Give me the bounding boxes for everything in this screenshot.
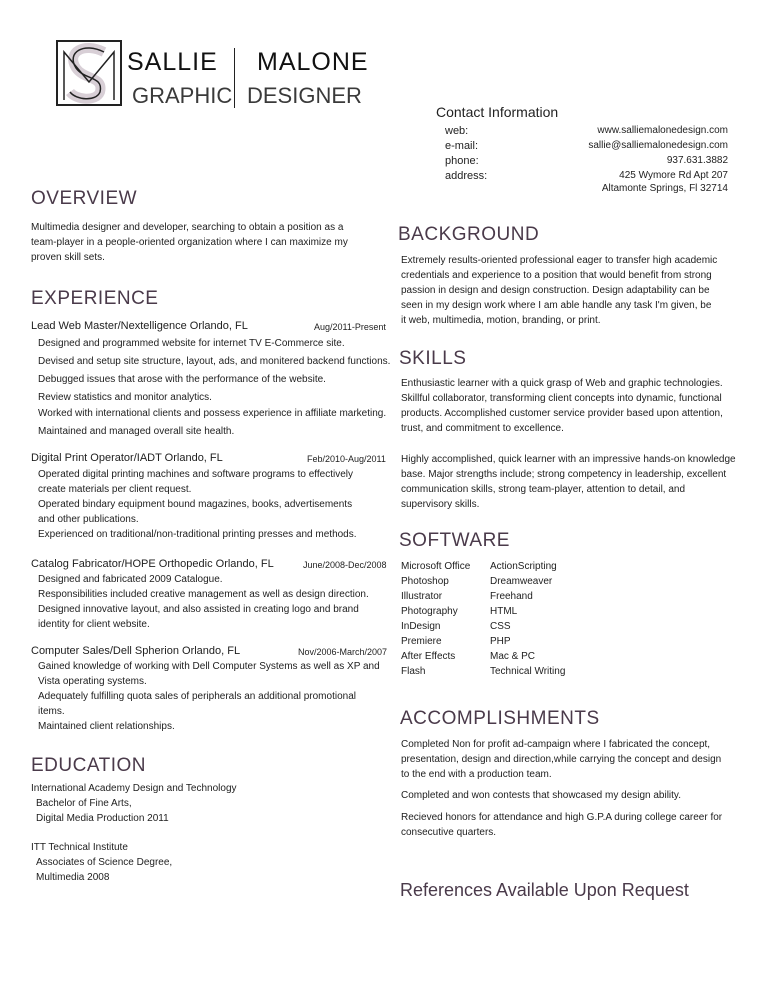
skills-line: communication skills, strong team-player, attention to detail, and — [401, 484, 686, 495]
background-line: seen in my design work where I am able handle any task I'm given, be — [401, 300, 712, 311]
education-entry — [31, 840, 172, 885]
phone-label: phone: — [445, 155, 479, 167]
software-item: After Effects — [401, 651, 456, 662]
job-date: June/2008-Dec/2008 — [303, 560, 387, 570]
background-text — [401, 253, 717, 328]
phone-value: 937.631.3882 — [666, 155, 728, 166]
job-date: Nov/2006-March/2007 — [298, 647, 388, 657]
accomplishment-line: Completed Non for profit ad-campaign where I fabricated the concept, — [401, 739, 711, 750]
bullet-item: Responsibilities included creative management as well as design direction. — [38, 589, 369, 600]
accomplishment-item — [401, 788, 681, 803]
background-line: Extremely results-oriented professional eager to transfer high academic — [401, 255, 718, 266]
skills-line: base. Major strengths include; strong competency in leadership, excellent — [401, 469, 727, 480]
software-list-1 — [401, 559, 470, 679]
software-item: CSS — [490, 621, 511, 632]
skills-line: trust, and commitment to excellence. — [401, 423, 564, 434]
name-divider — [234, 48, 235, 108]
software-item: Flash — [401, 666, 426, 677]
software-item: ActionScripting — [490, 561, 557, 572]
job-date: Aug/2011-Present — [314, 322, 386, 332]
bullet-item: Experienced on traditional/non-traditional printing presses and methods. — [38, 529, 357, 540]
bullet-item: Review statistics and monitor analytics. — [38, 392, 212, 403]
education-line: Bachelor of Fine Arts, — [36, 798, 132, 809]
job-date: Feb/2010-Aug/2011 — [307, 454, 386, 464]
contact-heading: Contact Information — [436, 104, 559, 120]
software-item: Technical Writing — [490, 666, 566, 677]
background-heading: BACKGROUND — [398, 224, 540, 245]
address-label: address: — [445, 170, 488, 182]
bullet-item: Designed and programmed website for internet TV E-Commerce site. — [38, 338, 345, 349]
background-line: it web, multimedia, motion, branding, or print. — [401, 315, 601, 326]
first-name: SALLIE — [127, 48, 218, 76]
accomplishment-line: Completed and won contests that showcased my design ability. — [401, 790, 681, 801]
monogram-logo — [54, 38, 124, 108]
bullet-item: create materials per client request. — [38, 484, 192, 495]
bullet-item: Operated bindary equipment bound magazines, books, advertisements — [38, 499, 353, 510]
software-list-2 — [490, 559, 565, 679]
accomplishment-line: consecutive quarters. — [401, 827, 497, 838]
bullet-item: Worked with international clients and possess experience in affiliate marketing. — [38, 408, 387, 419]
job-title: Digital Print Operator/IADT Orlando, FL — [31, 452, 223, 464]
education-line: ITT Technical Institute — [31, 842, 128, 853]
overview-line: proven skill sets. — [31, 252, 105, 263]
bullet-item: Devised and setup site structure, layout, ads, and monitered backend functions. — [38, 356, 391, 367]
job-title: Computer Sales/Dell Spherion Orlando, FL — [31, 645, 241, 657]
overview-line: Multimedia designer and developer, searching to obtain a position as a — [31, 222, 344, 233]
bullet-item: Vista operating systems. — [38, 676, 147, 687]
job-bullets — [38, 659, 380, 734]
job-title-2: DESIGNER — [247, 83, 362, 108]
software-item: Photoshop — [401, 576, 449, 587]
skills-text — [401, 452, 736, 512]
bullet-item: Designed innovative layout, and also assisted in creating logo and brand — [38, 604, 359, 615]
overview-text — [31, 220, 348, 265]
job-bullets — [38, 572, 369, 632]
email-label: e-mail: — [445, 140, 479, 152]
software-item: Freehand — [490, 591, 533, 602]
overview-line: team-player in a people-oriented organization where I can maximize my — [31, 237, 348, 248]
web-label: web: — [445, 125, 469, 137]
accomplishment-item — [401, 810, 722, 840]
job-title: Lead Web Master/Nextelligence Orlando, FL — [31, 320, 248, 332]
bullet-item: Debugged issues that arose with the performance of the website. — [38, 374, 326, 385]
job-title: Catalog Fabricator/HOPE Orthopedic Orlando, FL — [31, 558, 274, 570]
background-line: passion in design and design construction. Design adaptability can be — [401, 285, 710, 296]
software-item: Photography — [401, 606, 458, 617]
bullet-item: items. — [38, 706, 65, 717]
software-item: HTML — [490, 606, 518, 617]
education-entry — [31, 781, 237, 826]
last-name: MALONE — [257, 48, 369, 76]
skills-heading: SKILLS — [399, 348, 467, 369]
accomplishments-heading: ACCOMPLISHMENTS — [400, 708, 600, 729]
education-line: International Academy Design and Technology — [31, 783, 237, 794]
accomplishment-line: presentation, design and direction,while carrying the concept and design — [401, 754, 722, 765]
experience-heading: EXPERIENCE — [31, 288, 159, 309]
accomplishment-line: to the end with a production team. — [401, 769, 552, 780]
references-note: References Available Upon Request — [400, 880, 689, 900]
bullet-item: Adequately fulfilling quota sales of peripherals an additional promotional — [38, 691, 356, 702]
address-line-1: 425 Wymore Rd Apt 207 — [619, 170, 728, 181]
skills-line: Enthusiastic learner with a quick grasp of Web and graphic technologies. — [401, 378, 723, 389]
education-line: Multimedia 2008 — [36, 872, 110, 883]
education-line: Associates of Science Degree, — [36, 857, 173, 868]
background-line: credentials and experience to a position that would benefit from strong — [401, 270, 712, 281]
software-item: Microsoft Office — [401, 561, 471, 572]
bullet-item: and other publications. — [38, 514, 139, 525]
bullet-item: Designed and fabricated 2009 Catalogue. — [38, 574, 223, 585]
address-line-2: Altamonte Springs, Fl 32714 — [601, 183, 728, 194]
skills-line: Skillful collaborator, transforming client concepts into dynamic, functional — [401, 393, 722, 404]
software-item: Dreamweaver — [490, 576, 553, 587]
education-line: Digital Media Production 2011 — [36, 813, 169, 824]
bullet-item: Operated digital printing machines and software programs to effectively — [38, 469, 353, 480]
bullet-item: Maintained and managed overall site health. — [38, 426, 235, 437]
bullet-item: identity for client website. — [38, 619, 150, 630]
web-link[interactable]: www.salliemalonedesign.com — [597, 125, 728, 136]
skills-line: supervisory skills. — [401, 499, 480, 510]
job-title-1: GRAPHIC — [132, 83, 233, 108]
skills-line: products. Accomplished customer service provider based upon attention, — [401, 408, 723, 419]
software-item: Illustrator — [401, 591, 443, 602]
accomplishment-line: Recieved honors for attendance and high G.P.A during college career for — [401, 812, 723, 823]
skills-line: Highly accomplished, quick learner with an impressive hands-on knowledge — [401, 454, 736, 465]
education-heading: EDUCATION — [31, 755, 146, 776]
skills-text — [401, 376, 723, 436]
software-item: PHP — [490, 636, 511, 647]
overview-heading: OVERVIEW — [31, 188, 138, 209]
software-item: Mac & PC — [490, 651, 536, 662]
software-item: Premiere — [401, 636, 442, 647]
bullet-item: Maintained client relationships. — [38, 721, 175, 732]
email-link[interactable]: sallie@salliemalonedesign.com — [588, 140, 728, 151]
job-bullets — [38, 336, 390, 439]
job-bullets — [38, 467, 357, 542]
accomplishment-item — [401, 737, 721, 782]
software-item: InDesign — [401, 621, 441, 632]
bullet-item: Gained knowledge of working with Dell Computer Systems as well as XP and — [38, 661, 380, 672]
software-heading: SOFTWARE — [399, 530, 510, 551]
